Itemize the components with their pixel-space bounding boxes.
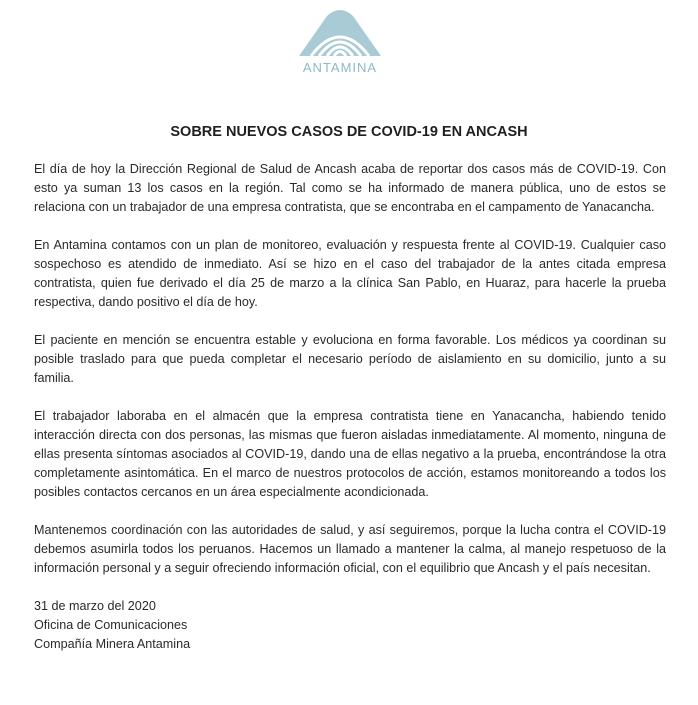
- signature-office: Oficina de Comunicaciones: [34, 618, 188, 632]
- signature-company: Compañía Minera Antamina: [34, 637, 191, 651]
- paragraph-3: El paciente en mención se encuentra estable y evoluciona en forma favorable. Los médicos ya coordinan su posible traslado para que pueda completar el necesario período de aislamiento en su domicilio, junto a su familia.: [34, 333, 666, 385]
- paragraph-5: Mantenemos coordinación con las autoridades de salud, y así seguiremos, porque la lucha contra el COVID-19 debemos asumirla todos los peruanos. Hacemos un llamado a mantener la calma, al manejo respetuoso de la información personal y a seguir ofreciendo información oficial, con el equilibrio que Ancash y el país necesitan.: [34, 523, 666, 575]
- mountain-logo-icon: [297, 8, 383, 58]
- paragraph-2: En Antamina contamos con un plan de monitoreo, evaluación y respuesta frente al COVID-19. Cualquier caso sospechoso es atendido de inmediato. Así se hizo en el caso del trabajador de la antes citada empresa contratista, quien fue derivado el día 25 de marzo a la clínica San Pablo, en Huaraz, para hacerle la prueba respectiva, dando positivo el día de hoy.: [34, 238, 666, 309]
- paragraph-1: El día de hoy la Dirección Regional de Salud de Ancash acaba de reportar dos casos más de COVID-19. Con esto ya suman 13 los casos en la región. Tal como se ha informado de manera pública, uno de estos se relaciona con un trabajador de una empresa contratista, que se encontraba en el campamento de Yanacancha.: [34, 162, 666, 214]
- signature-block: [34, 597, 666, 654]
- document-title: SOBRE NUEVOS CASOS DE COVID-19 EN ANCASH: [170, 124, 528, 140]
- logo-wordmark: ANTAMINA: [302, 60, 378, 75]
- company-logo: [296, 8, 384, 88]
- document-body: [34, 160, 666, 654]
- paragraph-4: El trabajador laboraba en el almacén que la empresa contratista tiene en Yanacancha, habiendo tenido interacción directa con dos personas, las mismas que fueron aisladas inmediatamente. Al momento, ninguna de ellas presenta síntomas asociados al COVID-19, dando una de ellas negativo a la prueba, encontrándose la otra completamente asintomática. En el marco de nuestros protocolos de acción, estamos monitoreando a todos los posibles contactos cercanos en un área especialmente acondicionada.: [34, 409, 666, 499]
- signature-date: 31 de marzo del 2020: [34, 599, 156, 613]
